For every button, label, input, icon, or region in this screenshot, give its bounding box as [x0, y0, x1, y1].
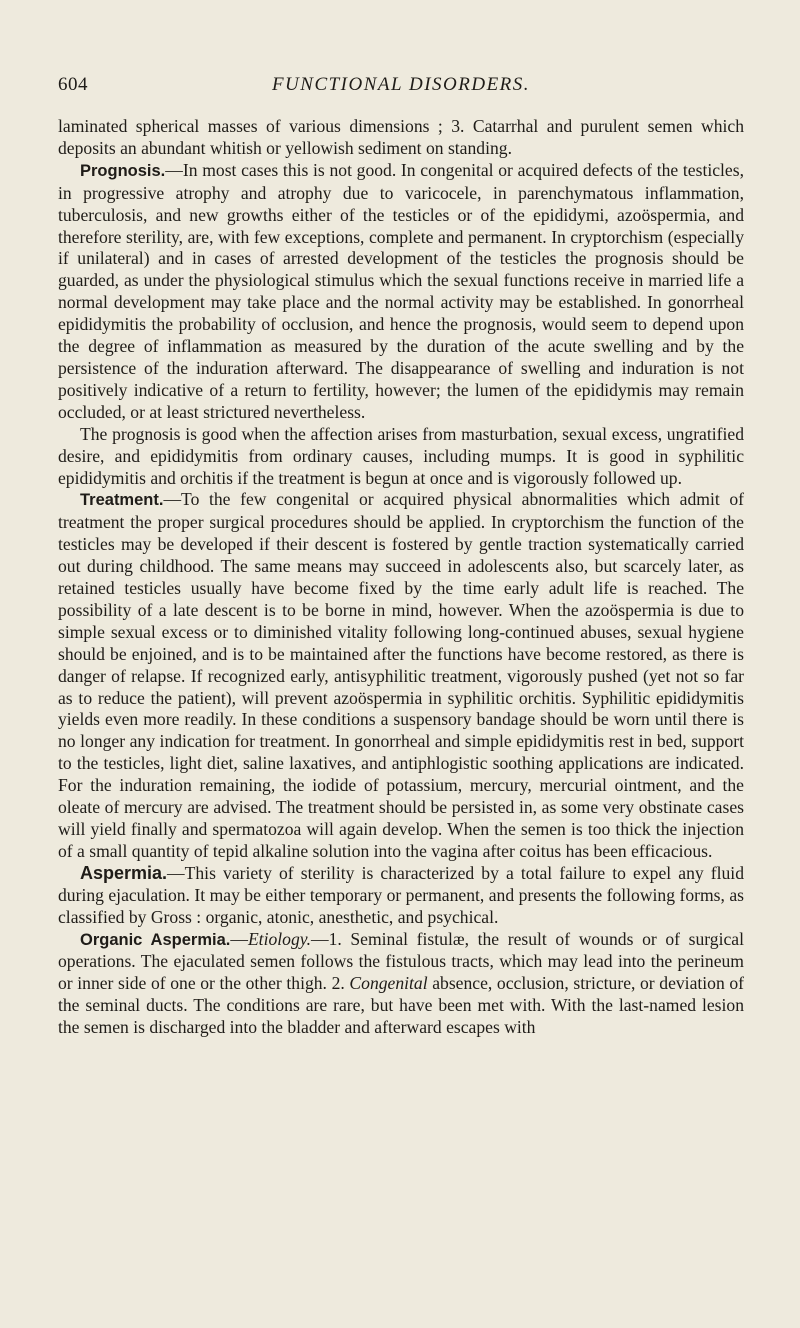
- paragraph-continuation: laminated spherical masses of various dimensions ; 3. Catarrhal and purulent semen which deposits an abundant whitish or yellowish sediment on standing.: [58, 116, 744, 158]
- running-head: FUNCTIONAL DISORDERS.: [271, 74, 531, 95]
- section-heading-aspermia: Aspermia.: [80, 862, 168, 883]
- paragraph-treatment: Treatment.—To the few congenital or acquired physical abnormalities which admit of treatment the proper surgical procedures should be applied. In cryptorchism the function of the testicles may be developed if their descent is fostered by gentle traction systematically carried out during childhood. The same means may succeed in adolescents also, but scarcely later, as retained testicles usually have become fixed by the time early adult life is reached. The possibility of a late descent is to be borne in mind, however. When the azoöspermia is due to simple sexual excess or to diminished vitality following long-continued abuses, sexual hygiene should be enjoined, and is to be maintained after the functions have become restored, as there is danger of relapse. If recognized early, antisyphilitic treatment, vigorously pushed (yet not so far as to reduce the patient), will prevent azoöspermia in syphilitic orchitis. Syphilitic epididymitis yields even more readily. In these conditions a suspensory bandage should be worn until there is no longer any indication for treatment. In gonorrheal and simple epididymitis rest in bed, support to the testicles, light diet, saline laxatives, and antiphlogistic soothing applications are indicated. For the induration remaining, the iodide of potassium, mercury, mercurial ointment, and the oleate of mercury are advised. The treatment should be persisted in, as some very obstinate cases will yield finally and spermatozoa will again develop. When the semen is too thick the injection of a small quantity of tepid alkaline solution into the vagina after coitus has been efficacious.: [58, 489, 744, 861]
- paragraph-aspermia: Aspermia.—This variety of sterility is characterized by a total failure to expel any fluid during ejaculation. It may be either temporary or permanent, and presents the following forms, as classified by Gross : organic, atonic, anesthetic, and psychical.: [58, 862, 744, 927]
- section-heading-organic-aspermia: Organic Aspermia.: [80, 930, 231, 949]
- section-heading-prognosis: Prognosis.: [80, 161, 166, 180]
- subheading-congenital: Congenital: [349, 973, 428, 994]
- subheading-etiology: Etiology.: [247, 928, 311, 949]
- paragraph-prognosis: Prognosis.—In most cases this is not good. In congenital or acquired defects of the testicles, in progressive atrophy and atrophy due to varicocele, in parenchymatous inflammation, tuberculosis, and new growths either of the testicles or of the epididymi, azoöspermia, and therefore sterility, are, with few exceptions, complete and permanent. In cryptorchism (especially if unilateral) and in cases of arrested development of the testicles the prognosis should be guarded, as under the physiological stimulus which the sexual functions receive in married life a normal development may take place and the normal activity may be established. In gonorrheal epididymitis the probability of occlusion, and hence the prognosis, would seem to depend upon the degree of inflammation as measured by the duration of the acute swelling and by the persistence of the induration afterward. The disappearance of swelling and induration is not positively indicative of a return to fertility, however; the lumen of the epididymis may remain occluded, or at least strictured nevertheless.: [58, 159, 744, 422]
- section-heading-treatment: Treatment.: [80, 491, 164, 510]
- page-number: 604: [58, 74, 88, 95]
- paragraph-prognosis-good: The prognosis is good when the affection arises from masturbation, sexual excess, ungratified desire, and epididymitis from ordinary causes, including mumps. It is good in syphilitic epididymitis and orchitis if the treatment is begun at once and is vigorously followed up.: [58, 423, 744, 488]
- body-text: [58, 116, 744, 1039]
- paragraph-organic-aspermia: Organic Aspermia.—Etiology.—1. Seminal fistulæ, the result of wounds or of surgical operations. The ejaculated semen follows the fistulous tracts, which may lead into the perineum or inner side of one or the other thigh. 2. Congenital absence, occlusion, stricture, or deviation of the seminal ducts. The conditions are rare, but have been met with. With the last-named lesion the semen is discharged into the bladder and afterward escapes with: [58, 928, 745, 1038]
- page-header: [58, 74, 744, 98]
